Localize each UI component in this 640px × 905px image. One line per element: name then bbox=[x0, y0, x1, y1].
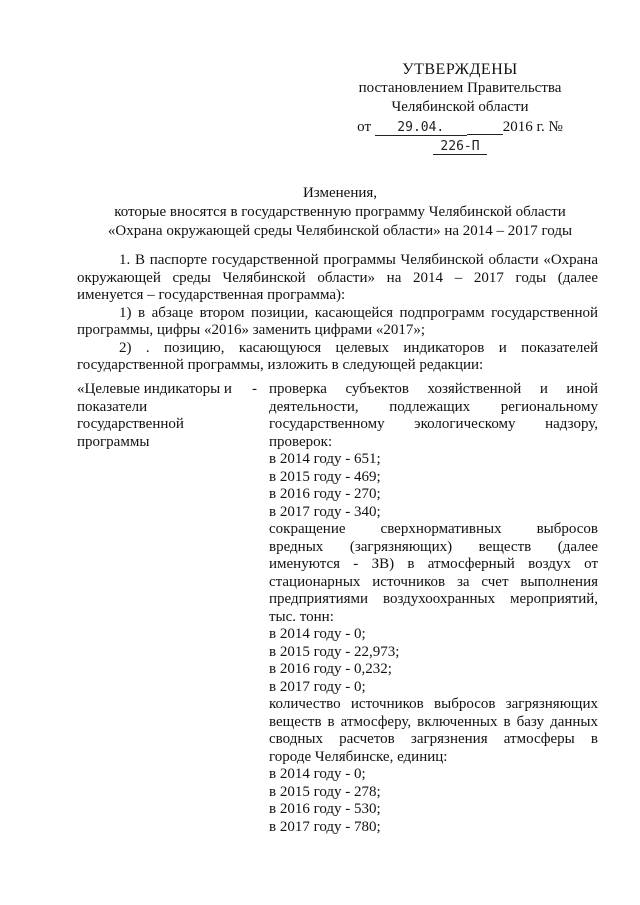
right-line: именуются - ЗВ) в атмосферный воздух от bbox=[269, 556, 598, 572]
right-line: в 2015 году - 469; bbox=[269, 468, 381, 485]
right-line: в 2016 году - 530; bbox=[269, 801, 381, 817]
right-line: в 2014 году - 0; bbox=[269, 626, 366, 642]
right-line: количество источников выбросов загрязняющих bbox=[269, 696, 598, 712]
title-line-3: «Охрана окружающей среды Челябинской области» на 2014 – 2017 годы bbox=[107, 223, 573, 239]
left-cell-line-2: показатели bbox=[77, 398, 148, 415]
right-line: стационарных источников за счет выполнения bbox=[269, 573, 598, 590]
right-line: в 2017 году - 0; bbox=[269, 678, 366, 695]
right-line: в 2015 году - 278; bbox=[269, 783, 381, 800]
table-right-column bbox=[269, 381, 598, 836]
handwritten-number-field bbox=[433, 139, 487, 155]
title-line-2: которые вносятся в государственную программу Челябинской области bbox=[114, 204, 566, 220]
approval-block bbox=[330, 60, 590, 156]
date-prefix: от bbox=[357, 119, 372, 135]
approval-date-line bbox=[330, 118, 590, 156]
handwritten-date: 29.04. bbox=[397, 120, 445, 135]
handwritten-number: 226-П bbox=[440, 139, 480, 154]
left-cell-line-1 bbox=[77, 381, 257, 399]
handwritten-date-field bbox=[375, 120, 467, 136]
right-line: предприятиями воздухоохранных мероприятий, bbox=[269, 591, 598, 607]
right-line: сводных расчетов загрязнения атмосферы в bbox=[269, 731, 598, 747]
right-line: в 2016 году - 0,232; bbox=[269, 661, 392, 677]
right-line: тыс. тонн: bbox=[269, 608, 334, 625]
paragraph-1-line-1: 1. В паспорте государственной программы Челябинской области «Охрана bbox=[119, 252, 598, 268]
right-line: сокращение сверхнормативных выбросов bbox=[269, 521, 598, 537]
title-line-1: Изменения, bbox=[302, 185, 378, 201]
paragraph-3-line-2: государственной программы, изложить в следующей редакции: bbox=[77, 357, 484, 373]
right-line: проверка субъектов хозяйственной и иной bbox=[269, 381, 598, 397]
right-line: деятельности, подлежащих региональному bbox=[269, 398, 598, 415]
right-line: в 2017 году - 780; bbox=[269, 818, 381, 835]
right-line: проверок: bbox=[269, 433, 333, 450]
left-cell-line-3: государственной bbox=[77, 416, 184, 432]
right-line: в 2017 году - 340; bbox=[269, 503, 381, 520]
approved-region-line: Челябинской области bbox=[391, 99, 529, 115]
paragraph-1-line-3: именуется – государственная программа): bbox=[77, 287, 346, 303]
left-cell-dash: - bbox=[252, 381, 257, 397]
year-and-number-label: 2016 г. № bbox=[502, 119, 563, 135]
left-cell-line-4: программы bbox=[77, 433, 150, 450]
right-line: вредных (загрязняющих) веществ (далее bbox=[269, 538, 598, 555]
right-line: в 2016 году - 270; bbox=[269, 486, 381, 502]
right-line: государственному экологическому надзору, bbox=[269, 416, 598, 432]
paragraph-2-line-1: 1) в абзаце втором позиции, касающейся подпрограмм государственной bbox=[119, 304, 598, 321]
right-line: городе Челябинске, единиц: bbox=[269, 748, 448, 765]
right-line: в 2014 году - 651; bbox=[269, 451, 381, 467]
right-line: в 2014 году - 0; bbox=[269, 766, 366, 782]
paragraph-2-line-2: программы, цифры «2016» заменить цифрами «2017»; bbox=[77, 322, 426, 338]
date-underline-tail bbox=[467, 120, 503, 135]
right-line: веществ в атмосферу, включенных в базу данных bbox=[269, 713, 598, 730]
right-line: в 2015 году - 22,973; bbox=[269, 643, 400, 660]
left-cell-text-1: «Целевые индикаторы и bbox=[77, 381, 232, 397]
approved-by-line: постановлением Правительства bbox=[358, 80, 562, 96]
paragraph-3-line-1: 2) . позицию, касающуюся целевых индикаторов и показателей bbox=[119, 339, 598, 356]
paragraph-1-line-2: окружающей среды Челябинской области» на 2014 – 2017 годы (далее bbox=[77, 269, 598, 286]
table-left-column bbox=[77, 381, 257, 451]
approved-heading: УТВЕРЖДЕНЫ bbox=[402, 61, 518, 78]
document-body bbox=[77, 252, 598, 375]
document-title bbox=[60, 184, 620, 241]
